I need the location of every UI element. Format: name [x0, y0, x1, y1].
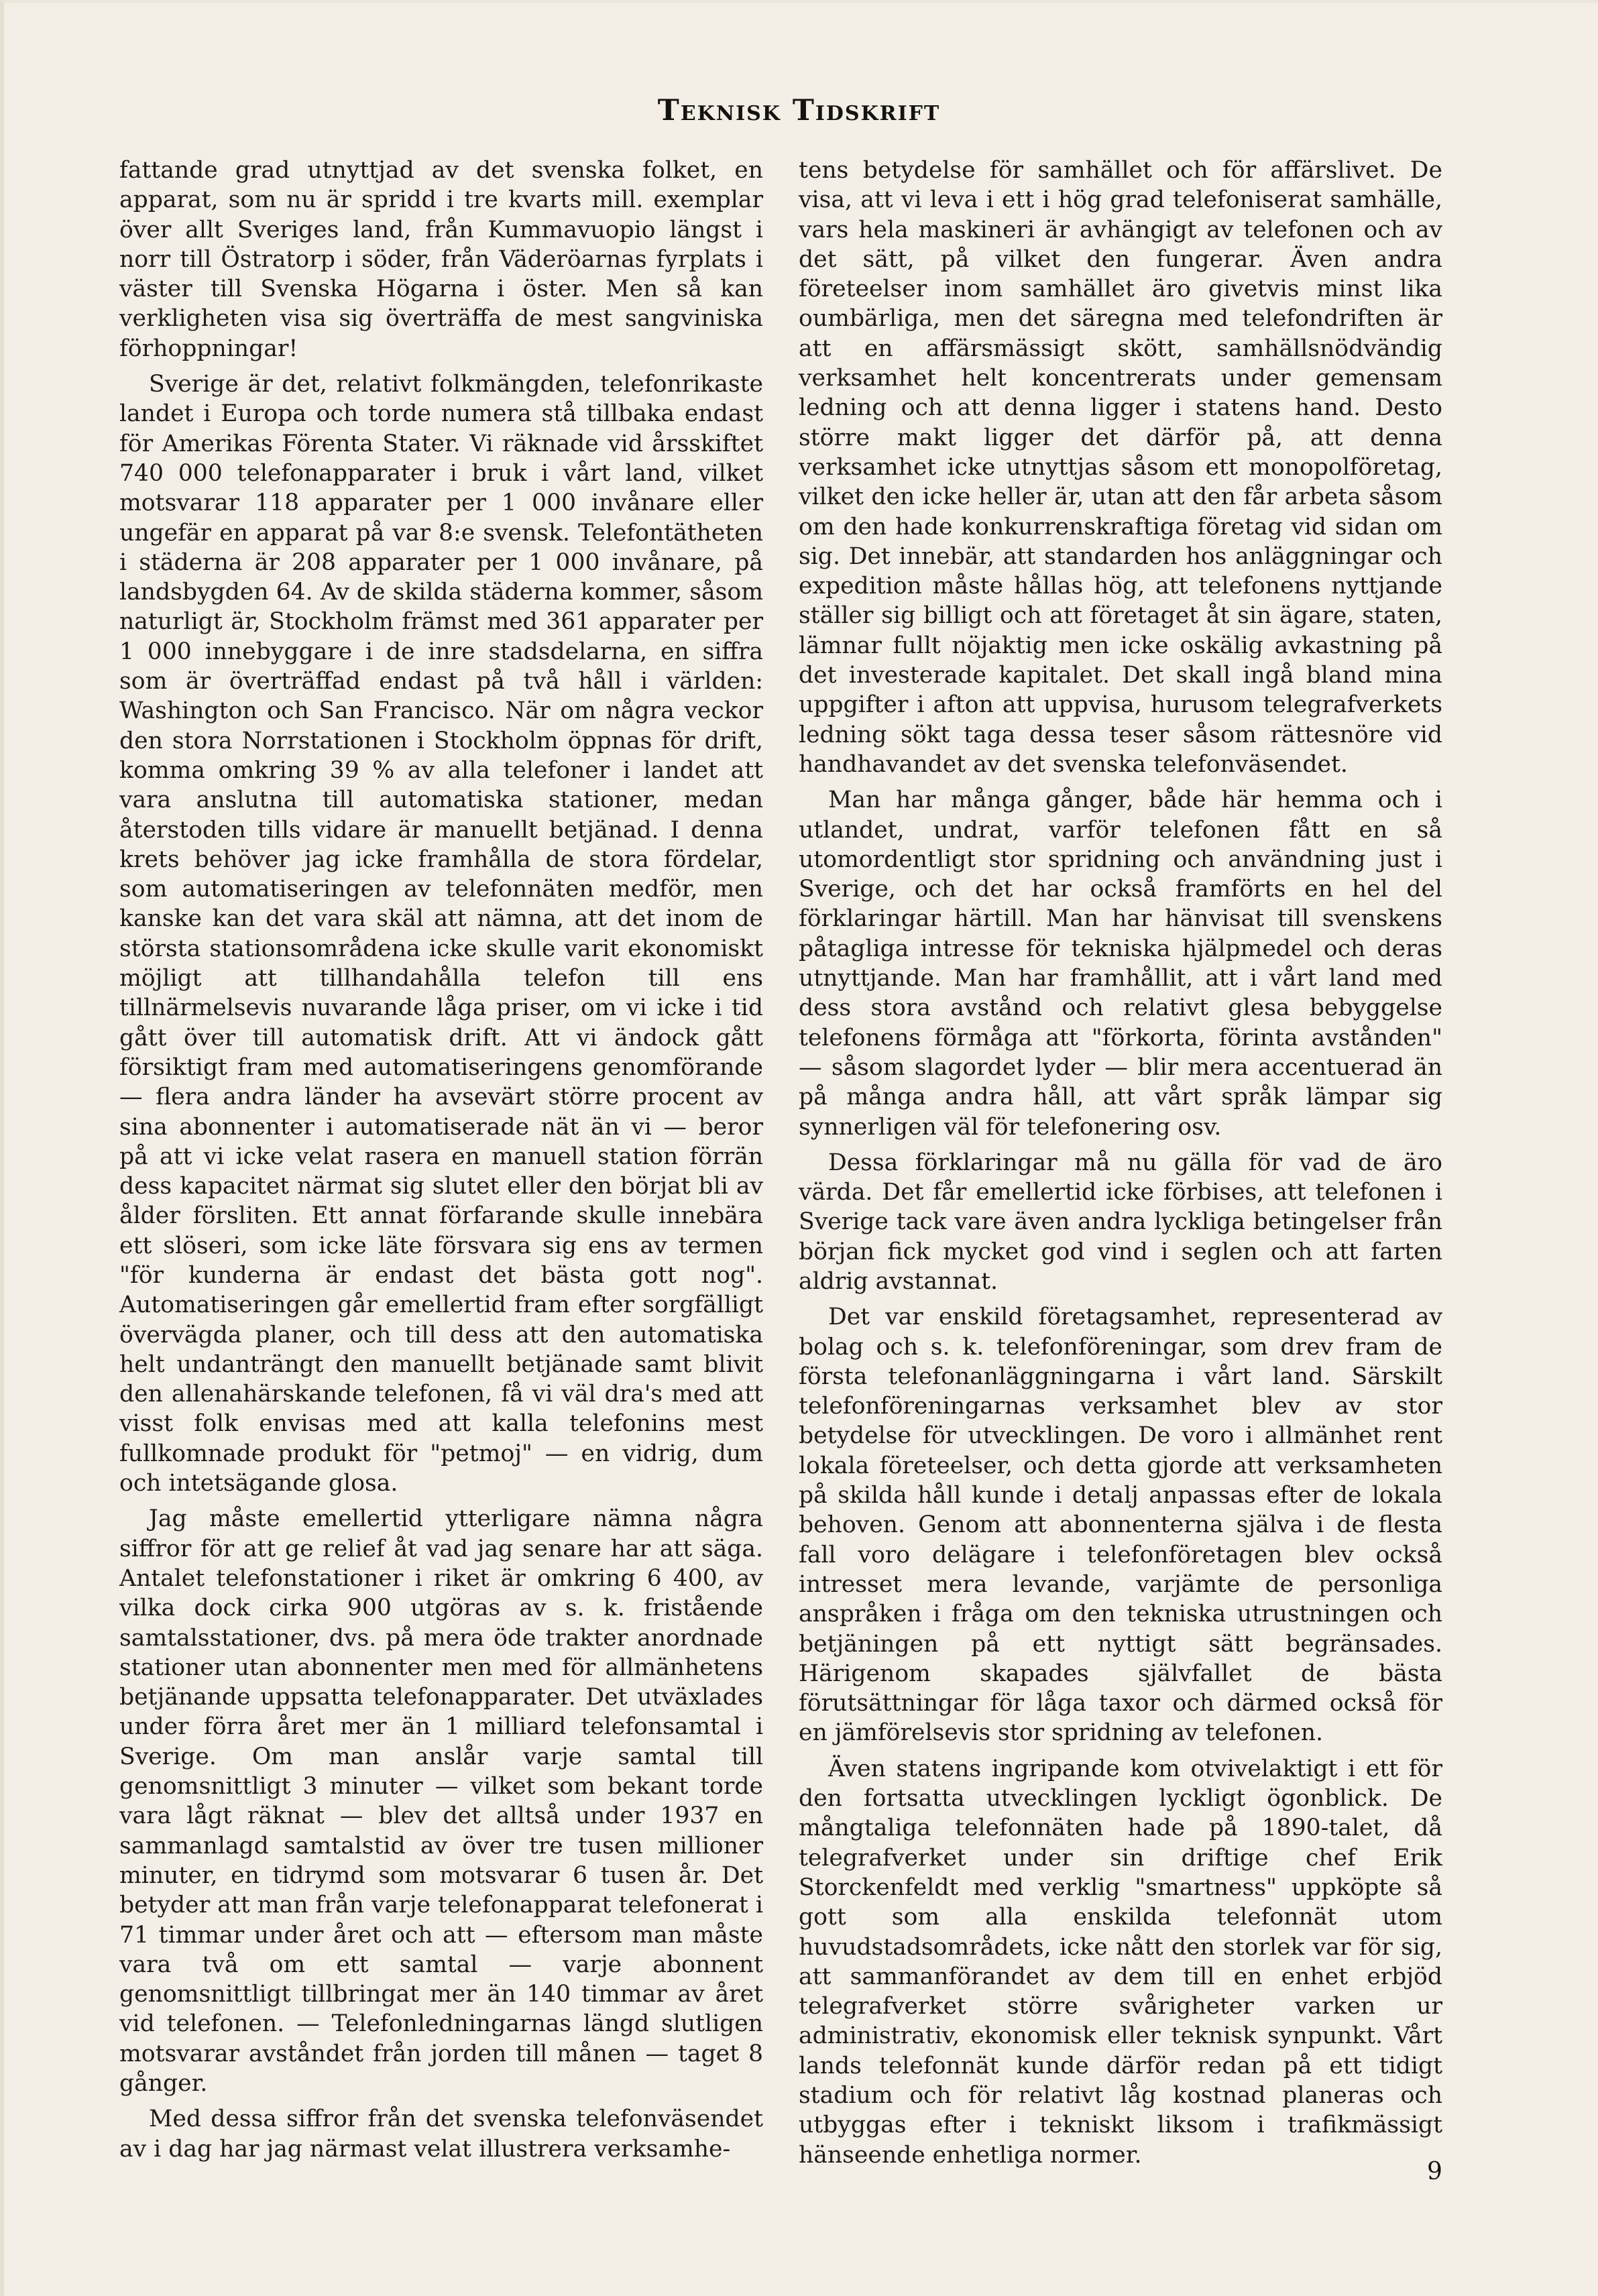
paragraph: Även statens ingripande kom otvivelaktigt i ett för den fortsatta utvecklingen lyckligt ögonblick. De mångtaliga telefonnäten hade på 1890-talet, då telegrafverket under sin driftige chef Erik Storckenfeldt med verklig "smartness" uppköpte så gott som alla enskilda telefonnät utom huvudstadsområdets, icke nått den storlek var för sig, att sammanförandet av dem till en enhet erbjöd telegrafverket större svårigheter varken ur administrativ, ekonomisk eller teknisk synpunkt. Vårt lands telefonnät kunde därför redan på ett tidigt stadium och för relativt låg kostnad planeras och utbyggas efter i tekniskt liksom i trafikmässigt hänseende enhetliga normer. — [799, 1755, 1442, 2169]
paragraph: Man har många gånger, både här hemma och i utlandet, undrat, varför telefonen fått en så utomordentligt stor spridning och användning just i Sverige, och det har också framförts en hel del förklaringar härtill. Man har hänvisat till svenskens påtagliga intresse för tekniska hjälpmedel och deras utnyttjande. Man har framhållit, att i vårt land med dess stora avstånd och relativt glesa bebyggelse telefonens förmåga att "förkorta, förinta avstånden" — såsom slagordet lyder — blir mera accentuerad än på många andra håll, att vårt språk lämpar sig synnerligen väl för telefonering osv. — [799, 787, 1442, 1141]
page-number: 9 — [1427, 2158, 1442, 2185]
paragraph: Dessa förklaringar må nu gälla för vad de äro värda. Det får emellertid icke förbises, att telefonen i Sverige tack vare även andra lyckliga betingelser från början fick mycket god vind i seglen och att farten aldrig avstannat. — [799, 1149, 1442, 1295]
running-head: Teknisk Tidskrift — [657, 94, 941, 127]
right-column — [799, 156, 1442, 2170]
paragraph: Sverige är det, relativt folkmängden, telefonrikaste landet i Europa och torde numera stå tillbaka endast för Amerikas Förenta Stater. Vi räknade vid årsskiftet 740 000 telefonapparater i bruk i vårt land, vilket motsvarar 118 apparater per 1 000 invånare eller ungefär en apparat på var 8:e svensk. Telefontätheten i städerna är 208 apparater per 1 000 invånare, på landsbygden 64. Av de skilda städerna kommer, såsom naturligt är, Stockholm främst med 361 apparater per 1 000 innebyggare i de inre stadsdelarna, en siffra som är överträffad endast på två håll i världen: Washington och San Francisco. När om några veckor den stora Norrstationen i Stockholm öppnas för drift, komma omkring 39 % av alla telefoner i landet att vara anslutna till automatiska stationer, medan återstoden tills vidare är manuellt betjänad. I denna krets behöver jag icke framhålla de stora fördelar, som automatiseringen av telefonnäten medför, men kanske kan det vara skäl att nämna, att det inom de största stationsområdena icke skulle varit ekonomiskt möjligt att tillhandahålla telefon till ens tillnärmelsevis nuvarande låga priser, om vi icke i tid gått över till automatisk drift. Att vi ändock gått försiktigt fram med automatiseringens genomförande — flera andra länder ha avsevärt större procent av sina abonnenter i automatiserade nät än vi — beror på att vi icke velat rasera en manuell station förrän dess kapacitet närmat sig slutet eller den börjat bli av ålder försliten. Ett annat förfarande skulle innebära ett slöseri, som icke läte försvara sig ens av termen "för kunderna är endast det bästa gott nog". Automatiseringen går emellertid fram efter sorgfälligt övervägda planer, och till dess att den automatiska helt undanträngt den manuellt betjänade samt blivit den allenahärskande telefonen, få vi väl dra's med att visst folk envisas med att kalla telefonins mest fullkomnade produkt för "petmoj" — en vidrig, dum och intetsägande glosa. — [119, 371, 763, 1497]
paragraph: Med dessa siffror från det svenska telefonväsendet av i dag har jag närmast velat illustrera verksamhe- — [119, 2106, 763, 2163]
paragraph: Det var enskild företagsamhet, representerad av bolag och s. k. telefonföreningar, som drev fram de första telefonanläggningarna i vårt land. Särskilt telefonföreningarnas verksamhet blev av stor betydelse för utvecklingen. De voro i allmänhet rent lokala företeelser, och detta gjorde att verksamheten på skilda håll kunde i detalj anpassas efter de lokala behoven. Genom att abonnenterna själva i de flesta fall voro delägare i telefonföretagen blev också intresset mera levande, varjämte de personliga anspråken i fråga om den tekniska utrustningen och betjäningen på ett nyttigt sätt begränsades. Härigenom skapades självfallet de bästa förutsättningar för låga taxor och därmed också för en jämförelsevis stor spridning av telefonen. — [799, 1304, 1442, 1747]
paragraph: tens betydelse för samhället och för affärslivet. De visa, att vi leva i ett i hög grad telefoniserat samhälle, vars hela maskineri är avhängigt av telefonen och av det sätt, på vilket den fungerar. Även andra företeelser inom samhället äro givetvis minst lika oumbärliga, men det säregna med telefondriften är att en affärsmässigt skött, samhällsnödvändig verksamhet helt koncentrerats under gemensam ledning och att denna ligger i statens hand. Desto större makt ligger det därför på, att denna verksamhet icke utnyttjas såsom ett monopolföretag, vilket den icke heller är, utan att den får arbeta såsom om den hade konkurrenskraftiga företag vid sidan om sig. Det innebär, att standarden hos anläggningar och expedition måste hållas hög, att telefonens nyttjande ställer sig billigt och att företaget åt sin ägare, staten, lämnar fullt nöjaktig men icke oskälig avkastning på det investerade kapitalet. Det skall ingå bland mina uppgifter i afton att uppvisa, hurusom telegrafverkets ledning sökt taga dessa teser såsom rättesnöre vid handhavandet av det svenska telefonväsendet. — [799, 157, 1442, 778]
paragraph: fattande grad utnyttjad av det svenska folket, en apparat, som nu är spridd i tre kvarts mill. exemplar över allt Sveriges land, från Kummavuopio längst i norr till Östratorp i söder, från Väderöarnas fyrplats i väster till Svenska Högarna i öster. Men så kan verkligheten visa sig överträffa de mest sangviniska förhoppningar! — [119, 157, 763, 362]
left-column — [119, 156, 763, 2164]
paragraph: Jag måste emellertid ytterligare nämna några siffror för att ge relief åt vad jag senare har att säga. Antalet telefonstationer i riket är omkring 6 400, av vilka dock cirka 900 utgöras av s. k. fristående samtalsstationer, dvs. på mera öde trakter anordnade stationer utan abonnenter men med för allmänhetens betjänande uppsatta telefonapparater. Det utväxlades under förra året mer än 1 milliard telefonsamtal i Sverige. Om man anslår varje samtal till genomsnittligt 3 minuter — vilket som bekant torde vara lågt räknat — blev det alltså under 1937 en sammanlagd samtalstid av över tre tusen millioner minuter, en tidrymd som motsvarar 6 tusen år. Det betyder att man från varje telefonapparat telefonerat i 71 timmar under året och att — eftersom man måste vara två om ett samtal — varje abonnent genomsnittligt tillbringat mer än 140 timmar av året vid telefonen. — Telefonledningarnas längd slutligen motsvarar avståndet från jorden till månen — taget 8 gånger. — [119, 1505, 763, 2097]
